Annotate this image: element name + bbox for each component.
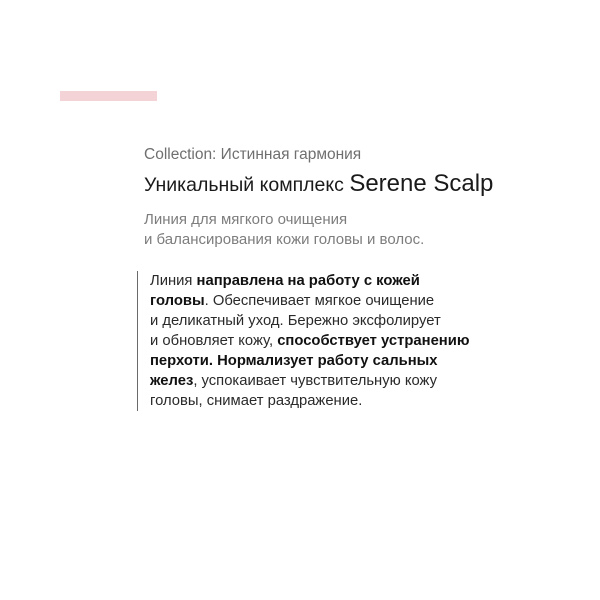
- description-line: [150, 371, 520, 391]
- subtitle-line: и балансирования кожи головы и волос.: [144, 231, 425, 248]
- description-text: Линия: [150, 273, 197, 289]
- description-line: [150, 271, 520, 291]
- accent-bar: [60, 91, 157, 101]
- description-block: [137, 271, 520, 411]
- description-emphasis: желез: [150, 373, 194, 389]
- description-line: [150, 331, 520, 351]
- collection-label: Collection: Истинная гармония: [144, 146, 362, 163]
- description-text: и обновляет кожу,: [150, 333, 278, 349]
- description-emphasis: направлена на работу с кожей: [196, 273, 420, 289]
- description-line: головы, снимает раздражение.: [150, 393, 363, 409]
- description-text: , успокаивает чувствительную кожу: [193, 373, 438, 389]
- product-subtitle: [144, 210, 484, 250]
- description-emphasis: перхоти. Нормализует работу сальных: [150, 353, 438, 369]
- description-line: [150, 351, 520, 371]
- product-title: [144, 170, 493, 198]
- brand-name: Serene Scalp: [349, 170, 494, 197]
- title-prefix: Уникальный комплекс: [144, 174, 350, 196]
- description-text: . Обеспечивает мягкое очищение: [204, 293, 435, 309]
- description-emphasis: головы: [150, 293, 205, 309]
- description-line: и деликатный уход. Бережно эксфолирует: [150, 313, 441, 329]
- description-line: [150, 291, 520, 311]
- subtitle-line: Линия для мягкого очищения: [144, 211, 348, 228]
- description-emphasis: способствует устранению: [277, 333, 470, 349]
